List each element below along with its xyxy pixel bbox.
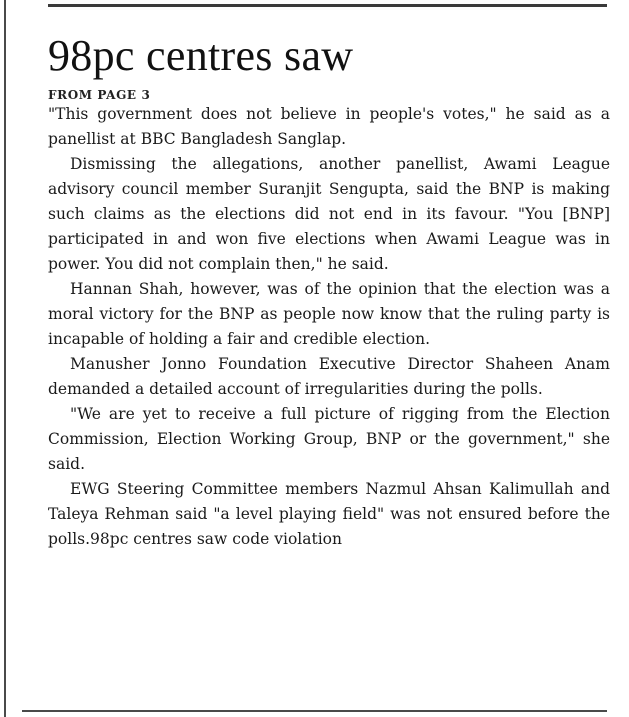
jump-label: FROM PAGE 3 xyxy=(48,88,151,102)
bottom-rule xyxy=(22,710,607,712)
paragraph: "We are yet to receive a full picture of rigging from the Election Commission, Election Working Group, BNP or the government," she said. xyxy=(48,405,610,473)
article xyxy=(48,30,610,552)
paragraph: Dismissing the allegations, another panellist, Awami League advisory council member Suranjit Sengupta, said the BNP is making such claims as the elections did not end in its favour. "You [BNP] participated in and won five elections when Awami League was in power. You did not complain then," he said. xyxy=(48,155,610,273)
paragraph: "This government does not believe in people's votes," he said as a panellist at BBC Bangladesh Sanglap. xyxy=(48,105,610,148)
top-rule xyxy=(48,4,607,7)
paragraph: EWG Steering Committee members Nazmul Ahsan Kalimullah and Taleya Rehman said "a level playing field" was not ensured before the polls.98pc centres saw code violation xyxy=(48,480,610,548)
paragraph: Manusher Jonno Foundation Executive Director Shaheen Anam demanded a detailed account of irregularities during the polls. xyxy=(48,355,610,398)
left-column-rule xyxy=(4,0,6,717)
paragraph: Hannan Shah, however, was of the opinion that the election was a moral victory for the BNP as people now know that the ruling party is incapable of holding a fair and credible election. xyxy=(48,280,610,348)
headline: 98pc centres saw xyxy=(48,31,354,80)
